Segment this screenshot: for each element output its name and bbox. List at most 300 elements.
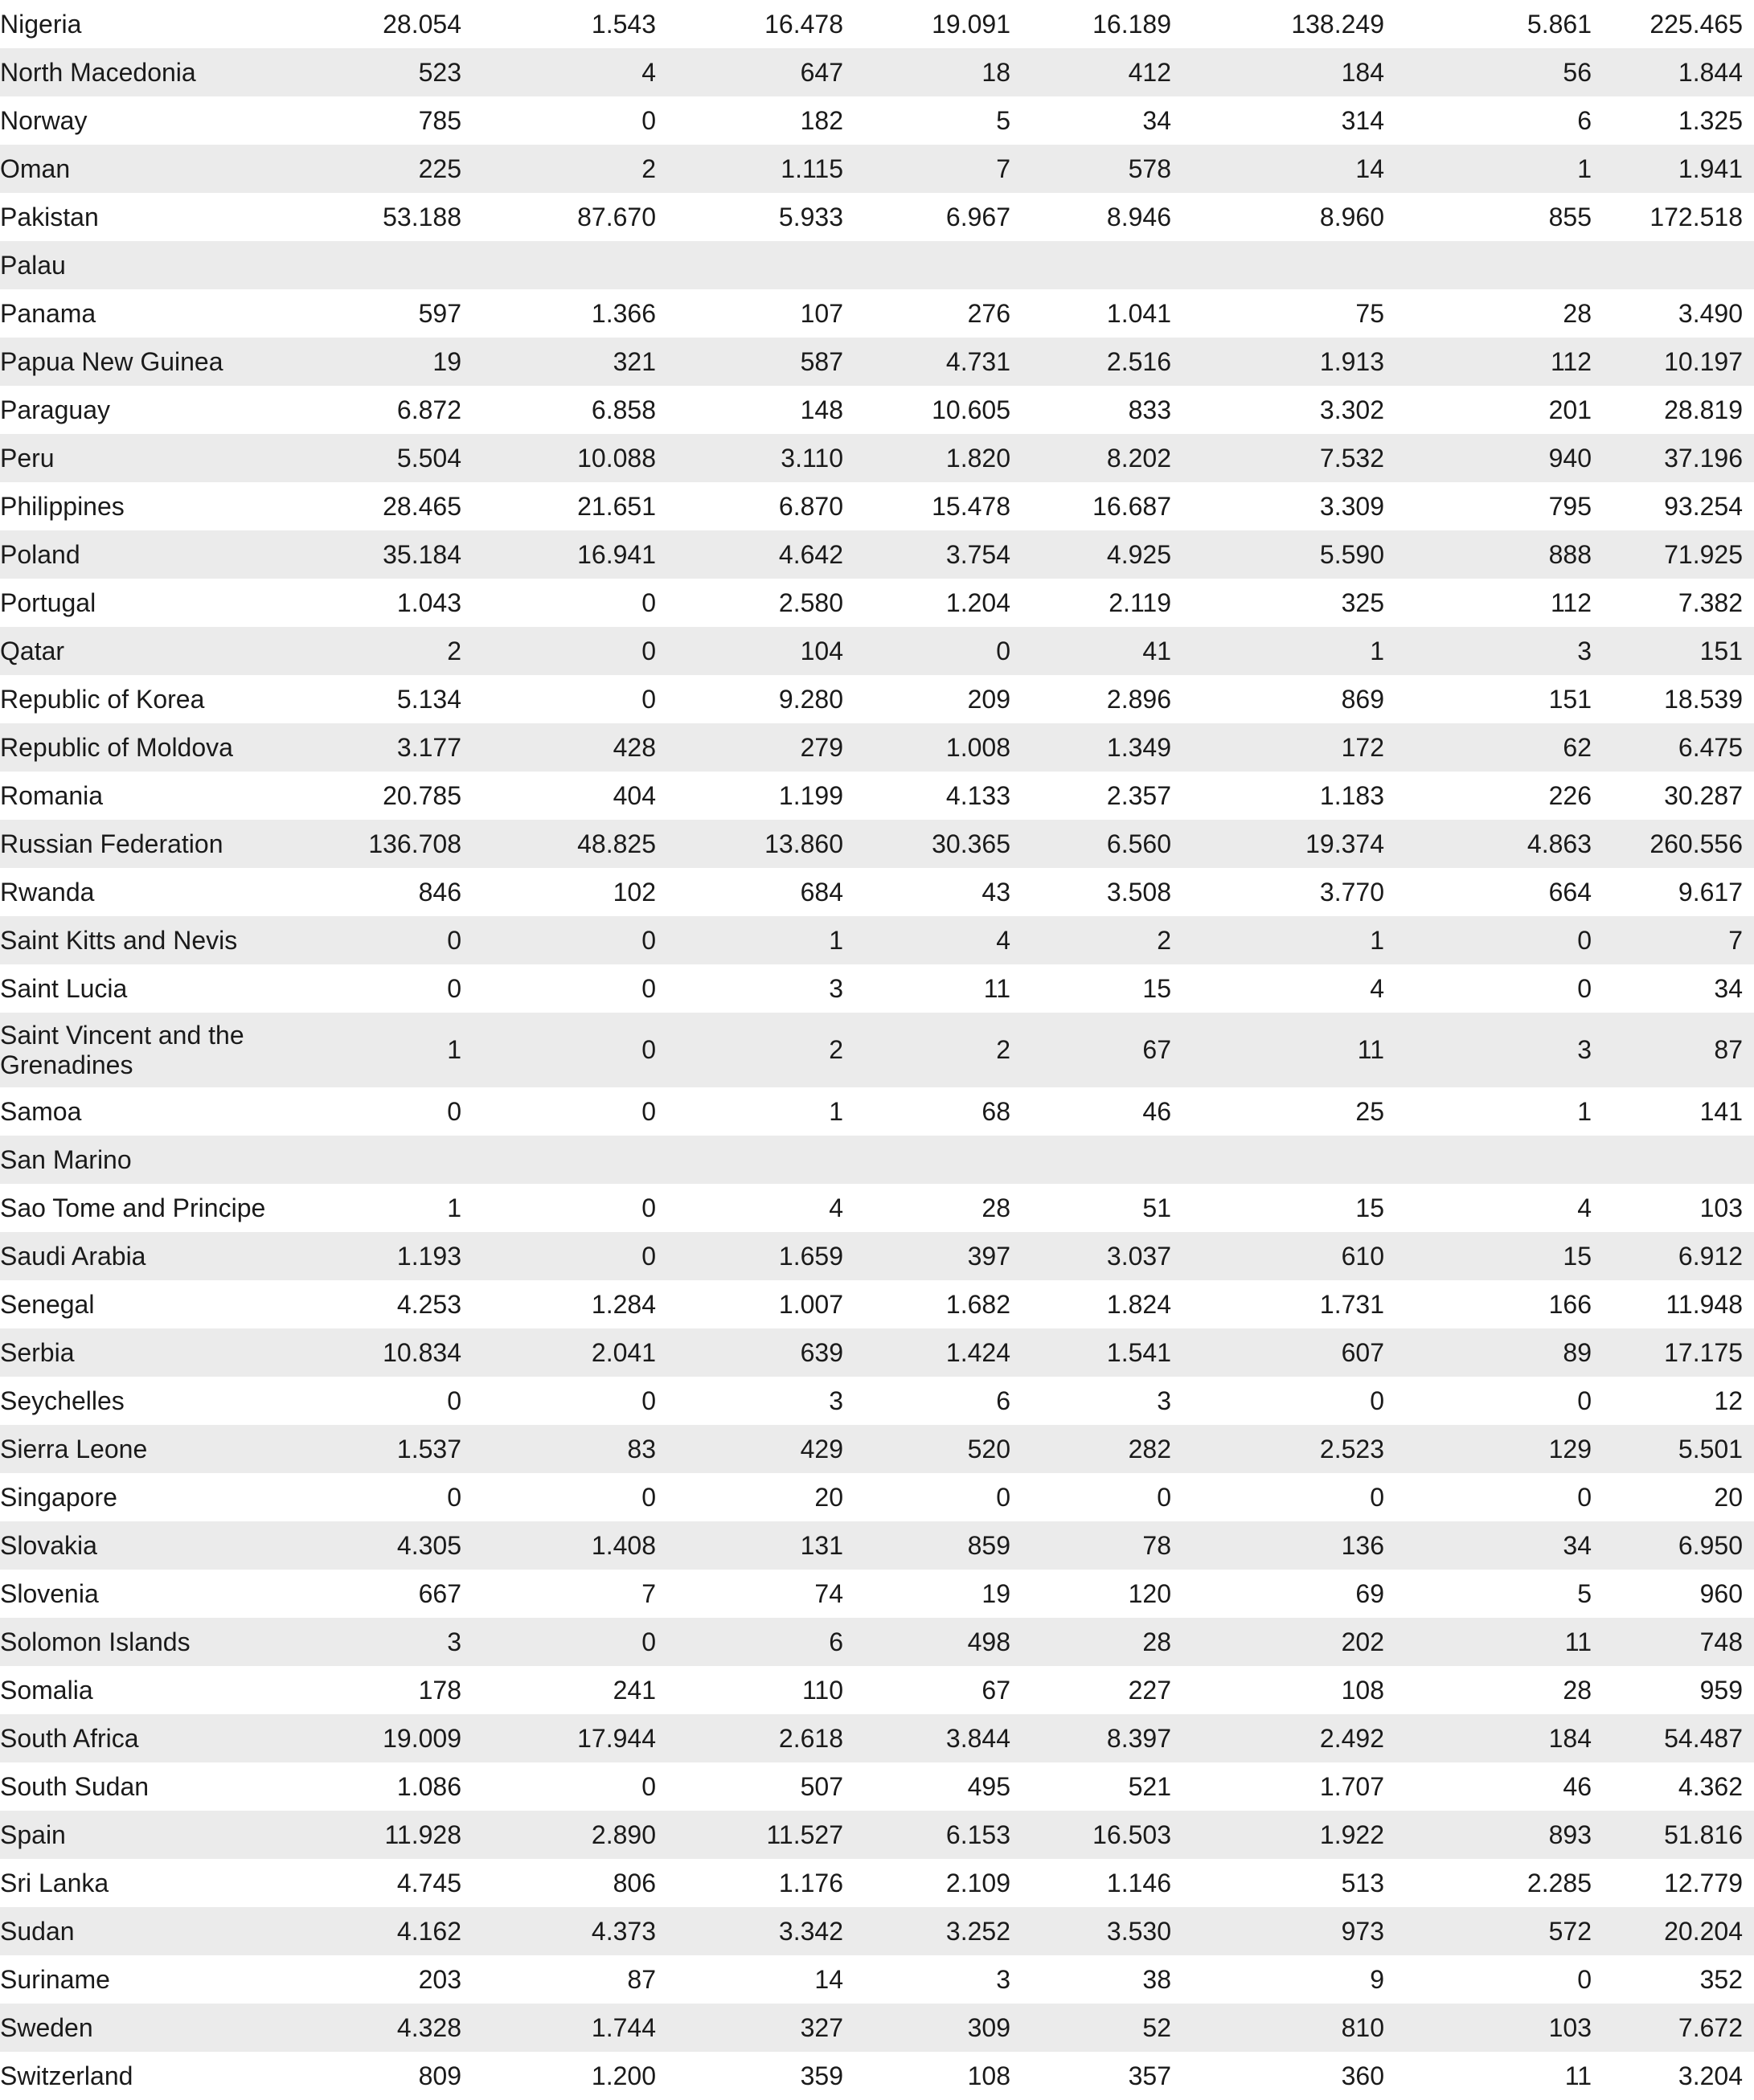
table-row bbox=[0, 1184, 1754, 1232]
value-cell: 1 bbox=[1171, 916, 1384, 964]
value-cell: 20 bbox=[814, 1482, 843, 1512]
value-cell: 6.870 bbox=[778, 491, 843, 521]
value-cell: 30.365 bbox=[843, 820, 1010, 868]
value-cell: 69 bbox=[1355, 1578, 1384, 1608]
country-name-cell: Sudan bbox=[0, 1907, 342, 1955]
country-name-cell: Switzerland bbox=[0, 2061, 133, 2090]
country-name-cell: Spain bbox=[0, 1811, 342, 1859]
table-row bbox=[0, 1136, 1754, 1184]
value-cell: 3.530 bbox=[1010, 1907, 1171, 1955]
value-cell: 3 bbox=[1384, 627, 1592, 675]
value-cell: 1 bbox=[1384, 145, 1592, 193]
value-cell: 28 bbox=[1563, 298, 1592, 328]
country-name-cell: Rwanda bbox=[0, 877, 95, 907]
value-cell: 15 bbox=[1355, 1193, 1384, 1222]
value-cell: 110 bbox=[801, 1675, 843, 1705]
value-cell: 0 bbox=[641, 105, 656, 135]
value-cell: 0 bbox=[1157, 1482, 1171, 1512]
value-cell: 9 bbox=[1370, 1964, 1384, 1994]
table-row bbox=[0, 1811, 1754, 1859]
value-cell: 3 bbox=[829, 973, 843, 1003]
value-cell: 18 bbox=[843, 48, 1010, 96]
table-row bbox=[0, 386, 1754, 434]
value-cell: 1.543 bbox=[591, 9, 656, 39]
value-cell: 6 bbox=[1577, 105, 1592, 135]
value-cell: 104 bbox=[656, 627, 843, 675]
value-cell: 3.302 bbox=[1319, 395, 1384, 424]
value-cell: 4 bbox=[829, 1193, 843, 1222]
value-cell: 3 bbox=[996, 1964, 1010, 1994]
country-name-cell: Serbia bbox=[0, 1328, 342, 1377]
value-cell: 4.162 bbox=[342, 1907, 461, 1955]
value-cell: 960 bbox=[1699, 1578, 1743, 1608]
value-cell: 6 bbox=[656, 1618, 843, 1666]
value-cell: 684 bbox=[800, 877, 843, 907]
value-cell: 108 bbox=[967, 2061, 1010, 2090]
value-cell: 7 bbox=[1592, 916, 1754, 964]
table-row bbox=[0, 2004, 1754, 2052]
value-cell: 203 bbox=[418, 1964, 461, 1994]
value-cell: 309 bbox=[843, 2004, 1010, 2052]
value-cell: 1.824 bbox=[1106, 1289, 1171, 1319]
country-name-cell: Norway bbox=[0, 105, 88, 135]
value-cell: 71.925 bbox=[1592, 530, 1754, 579]
value-cell: 1 bbox=[1171, 627, 1384, 675]
value-cell: 1.183 bbox=[1319, 780, 1384, 810]
value-cell: 0 bbox=[447, 1096, 461, 1126]
value-cell: 43 bbox=[982, 877, 1010, 907]
value-cell: 14 bbox=[814, 1964, 843, 1994]
value-cell: 1.941 bbox=[1592, 145, 1754, 193]
value-cell bbox=[1010, 1136, 1171, 1184]
value-cell: 3.342 bbox=[656, 1907, 843, 1955]
country-name-cell: Portugal bbox=[0, 587, 96, 617]
country-name-cell: San Marino bbox=[0, 1136, 342, 1184]
table-row bbox=[0, 1618, 1754, 1666]
value-cell: 597 bbox=[418, 298, 461, 328]
value-cell: 1 bbox=[829, 1096, 843, 1126]
value-cell: 2.516 bbox=[1010, 338, 1171, 386]
value-cell: 0 bbox=[1370, 1386, 1384, 1415]
value-cell: 3.490 bbox=[1678, 298, 1743, 328]
value-cell: 182 bbox=[800, 105, 843, 135]
value-cell: 4 bbox=[461, 48, 656, 96]
table-row bbox=[0, 772, 1754, 820]
value-cell: 6.153 bbox=[843, 1811, 1010, 1859]
table-row bbox=[0, 675, 1754, 723]
value-cell: 10.088 bbox=[461, 434, 656, 482]
value-cell: 3.508 bbox=[1106, 877, 1171, 907]
value-cell: 103 bbox=[1384, 2004, 1592, 2052]
table-row bbox=[0, 820, 1754, 868]
value-cell: 87.670 bbox=[577, 202, 656, 231]
value-cell: 3 bbox=[1384, 1013, 1592, 1087]
value-cell: 520 bbox=[843, 1425, 1010, 1473]
country-name-cell: Saudi Arabia bbox=[0, 1232, 342, 1280]
table-row bbox=[0, 530, 1754, 579]
value-cell: 1.043 bbox=[396, 587, 461, 617]
value-cell: 148 bbox=[800, 395, 843, 424]
value-cell: 523 bbox=[342, 48, 461, 96]
value-cell: 11.948 bbox=[1666, 1289, 1743, 1319]
country-name-cell: Samoa bbox=[0, 1096, 82, 1126]
value-cell: 404 bbox=[613, 780, 656, 810]
table-row bbox=[0, 482, 1754, 530]
value-cell: 0 bbox=[1577, 1386, 1592, 1415]
value-cell: 102 bbox=[613, 877, 656, 907]
value-cell: 0 bbox=[843, 627, 1010, 675]
value-cell: 1.008 bbox=[843, 723, 1010, 772]
value-cell: 34 bbox=[1384, 1521, 1592, 1570]
value-cell: 1.913 bbox=[1171, 338, 1384, 386]
value-cell: 74 bbox=[814, 1578, 843, 1608]
value-cell: 3 bbox=[1157, 1386, 1171, 1415]
value-cell: 0 bbox=[1577, 973, 1592, 1003]
value-cell: 2.523 bbox=[1171, 1425, 1384, 1473]
country-name-cell: Poland bbox=[0, 530, 342, 579]
country-name-cell: Republic of Moldova bbox=[0, 723, 342, 772]
value-cell: 89 bbox=[1384, 1328, 1592, 1377]
value-cell: 112 bbox=[1550, 587, 1592, 617]
value-cell: 19.374 bbox=[1171, 820, 1384, 868]
value-cell: 0 bbox=[461, 1013, 656, 1087]
value-cell: 107 bbox=[800, 298, 843, 328]
value-cell: 959 bbox=[1699, 1675, 1743, 1705]
value-cell: 28 bbox=[1563, 1675, 1592, 1705]
value-cell: 28 bbox=[982, 1193, 1010, 1222]
value-cell: 0 bbox=[1370, 1482, 1384, 1512]
value-cell: 0 bbox=[641, 1386, 656, 1415]
table-row bbox=[0, 1473, 1754, 1521]
value-cell: 5.504 bbox=[342, 434, 461, 482]
value-cell: 54.487 bbox=[1592, 1714, 1754, 1762]
value-cell: 0 bbox=[641, 1096, 656, 1126]
value-cell bbox=[1592, 241, 1754, 289]
table-row bbox=[0, 1762, 1754, 1811]
value-cell bbox=[656, 241, 843, 289]
value-cell: 0 bbox=[641, 1193, 656, 1222]
value-cell: 28.054 bbox=[383, 9, 461, 39]
value-cell: 172 bbox=[1171, 723, 1384, 772]
value-cell: 806 bbox=[613, 1868, 656, 1897]
value-cell: 46 bbox=[1142, 1096, 1171, 1126]
value-cell: 2.119 bbox=[1109, 587, 1171, 617]
value-cell: 1 bbox=[342, 1013, 461, 1087]
country-name-cell: Sweden bbox=[0, 2004, 342, 2052]
value-cell: 1.041 bbox=[1106, 298, 1171, 328]
value-cell: 112 bbox=[1384, 338, 1592, 386]
value-cell: 18.539 bbox=[1664, 684, 1743, 714]
value-cell: 103 bbox=[1699, 1193, 1743, 1222]
value-cell: 1.193 bbox=[342, 1232, 461, 1280]
value-cell: 5.861 bbox=[1527, 9, 1592, 39]
value-cell: 78 bbox=[1010, 1521, 1171, 1570]
value-cell: 3 bbox=[342, 1618, 461, 1666]
country-name-cell: Romania bbox=[0, 780, 104, 810]
value-cell: 0 bbox=[641, 1482, 656, 1512]
value-cell: 16.189 bbox=[1092, 9, 1171, 39]
value-cell: 325 bbox=[1341, 587, 1384, 617]
value-cell: 6.872 bbox=[396, 395, 461, 424]
value-cell: 41 bbox=[1010, 627, 1171, 675]
value-cell: 25 bbox=[1355, 1096, 1384, 1126]
value-cell: 572 bbox=[1384, 1907, 1592, 1955]
value-cell: 37.196 bbox=[1592, 434, 1754, 482]
value-cell: 6.475 bbox=[1592, 723, 1754, 772]
value-cell bbox=[1384, 241, 1592, 289]
value-cell: 1.731 bbox=[1319, 1289, 1384, 1319]
country-name-cell: Seychelles bbox=[0, 1386, 125, 1415]
value-cell: 607 bbox=[1171, 1328, 1384, 1377]
table-row bbox=[0, 723, 1754, 772]
value-cell bbox=[1384, 1136, 1592, 1184]
value-cell: 1.176 bbox=[778, 1868, 843, 1897]
value-cell: 108 bbox=[1341, 1675, 1384, 1705]
country-name-cell: South Sudan bbox=[0, 1771, 150, 1801]
value-cell: 9.617 bbox=[1678, 877, 1743, 907]
value-cell: 4 bbox=[843, 916, 1010, 964]
value-cell: 20 bbox=[1714, 1482, 1743, 1512]
value-cell: 19 bbox=[342, 338, 461, 386]
value-cell: 1.820 bbox=[843, 434, 1010, 482]
value-cell: 8.202 bbox=[1010, 434, 1171, 482]
value-cell: 6.950 bbox=[1592, 1521, 1754, 1570]
value-cell: 4.745 bbox=[396, 1868, 461, 1897]
value-cell: 357 bbox=[1128, 2061, 1171, 2090]
value-cell: 1 bbox=[447, 1193, 461, 1222]
value-cell: 184 bbox=[1384, 1714, 1592, 1762]
value-cell: 120 bbox=[1128, 1578, 1171, 1608]
value-cell: 314 bbox=[1341, 105, 1384, 135]
value-cell: 34 bbox=[1142, 105, 1171, 135]
table-row bbox=[0, 1013, 1754, 1087]
value-cell: 412 bbox=[1010, 48, 1171, 96]
value-cell: 13.860 bbox=[656, 820, 843, 868]
value-cell: 352 bbox=[1699, 1964, 1743, 1994]
value-cell: 68 bbox=[982, 1096, 1010, 1126]
value-cell: 17.175 bbox=[1592, 1328, 1754, 1377]
value-cell: 35.184 bbox=[342, 530, 461, 579]
value-cell: 5.134 bbox=[396, 684, 461, 714]
value-cell: 227 bbox=[1128, 1675, 1171, 1705]
value-cell: 0 bbox=[447, 1482, 461, 1512]
value-cell: 11.928 bbox=[342, 1811, 461, 1859]
value-cell: 2.580 bbox=[778, 587, 843, 617]
value-cell bbox=[461, 1136, 656, 1184]
country-name-cell: Slovenia bbox=[0, 1578, 99, 1608]
value-cell: 6.858 bbox=[591, 395, 656, 424]
value-cell: 48.825 bbox=[461, 820, 656, 868]
table-row bbox=[0, 48, 1754, 96]
value-cell: 28.465 bbox=[383, 491, 461, 521]
value-cell: 136.708 bbox=[342, 820, 461, 868]
value-cell: 282 bbox=[1010, 1425, 1171, 1473]
country-name-cell: Slovakia bbox=[0, 1521, 342, 1570]
value-cell: 7 bbox=[641, 1578, 656, 1608]
table-row bbox=[0, 868, 1754, 916]
value-cell bbox=[1592, 1136, 1754, 1184]
table-row bbox=[0, 1666, 1754, 1714]
value-cell: 4.133 bbox=[945, 780, 1010, 810]
value-cell: 4.863 bbox=[1384, 820, 1592, 868]
value-cell: 28 bbox=[1010, 1618, 1171, 1666]
value-cell: 279 bbox=[656, 723, 843, 772]
country-name-cell: Sao Tome and Principe bbox=[0, 1193, 266, 1222]
value-cell: 16.687 bbox=[1092, 491, 1171, 521]
value-cell: 0 bbox=[1384, 916, 1592, 964]
value-cell: 209 bbox=[967, 684, 1010, 714]
value-cell: 748 bbox=[1592, 1618, 1754, 1666]
value-cell: 131 bbox=[656, 1521, 843, 1570]
country-name-cell: Senegal bbox=[0, 1289, 95, 1319]
value-cell: 667 bbox=[418, 1578, 461, 1608]
value-cell: 795 bbox=[1548, 491, 1592, 521]
value-cell: 4.925 bbox=[1010, 530, 1171, 579]
value-cell: 19.091 bbox=[932, 9, 1010, 39]
value-cell: 521 bbox=[1128, 1771, 1171, 1801]
value-cell bbox=[1010, 241, 1171, 289]
value-cell: 276 bbox=[967, 298, 1010, 328]
value-cell: 1.424 bbox=[843, 1328, 1010, 1377]
value-cell: 1.115 bbox=[656, 145, 843, 193]
value-cell: 5.590 bbox=[1171, 530, 1384, 579]
value-cell: 53.188 bbox=[383, 202, 461, 231]
value-cell: 1.408 bbox=[461, 1521, 656, 1570]
value-cell: 1.199 bbox=[778, 780, 843, 810]
value-cell: 11.527 bbox=[656, 1811, 843, 1859]
value-cell: 513 bbox=[1341, 1868, 1384, 1897]
value-cell: 2.890 bbox=[461, 1811, 656, 1859]
value-cell: 14 bbox=[1171, 145, 1384, 193]
country-name-cell: Suriname bbox=[0, 1964, 110, 1994]
country-name-cell: Pakistan bbox=[0, 202, 99, 231]
value-cell: 3.037 bbox=[1010, 1232, 1171, 1280]
value-cell: 2 bbox=[342, 627, 461, 675]
value-cell: 4.373 bbox=[461, 1907, 656, 1955]
country-name-cell: Paraguay bbox=[0, 395, 110, 424]
value-cell: 855 bbox=[1548, 202, 1592, 231]
value-cell bbox=[843, 1136, 1010, 1184]
value-cell bbox=[656, 1136, 843, 1184]
country-name-cell: Saint Lucia bbox=[0, 973, 128, 1003]
value-cell: 75 bbox=[1355, 298, 1384, 328]
value-cell: 578 bbox=[1010, 145, 1171, 193]
country-name-cell: Peru bbox=[0, 434, 342, 482]
value-cell: 8.946 bbox=[1106, 202, 1171, 231]
value-cell: 56 bbox=[1384, 48, 1592, 96]
value-cell: 172.518 bbox=[1649, 202, 1743, 231]
value-cell: 1 bbox=[1577, 1096, 1592, 1126]
value-cell: 2.109 bbox=[945, 1868, 1010, 1897]
value-cell: 1.284 bbox=[591, 1289, 656, 1319]
country-name-cell: Sri Lanka bbox=[0, 1868, 109, 1897]
value-cell: 893 bbox=[1384, 1811, 1592, 1859]
value-cell: 30.287 bbox=[1664, 780, 1743, 810]
value-cell: 151 bbox=[1592, 627, 1754, 675]
value-cell: 1.922 bbox=[1171, 1811, 1384, 1859]
value-cell: 129 bbox=[1384, 1425, 1592, 1473]
table-row bbox=[0, 338, 1754, 386]
value-cell: 4.642 bbox=[656, 530, 843, 579]
value-cell: 4.305 bbox=[342, 1521, 461, 1570]
table-row bbox=[0, 1232, 1754, 1280]
value-cell: 1.541 bbox=[1010, 1328, 1171, 1377]
value-cell bbox=[1171, 1136, 1384, 1184]
value-cell: 3 bbox=[829, 1386, 843, 1415]
table-row bbox=[0, 145, 1754, 193]
value-cell: 5 bbox=[996, 105, 1010, 135]
table-row bbox=[0, 916, 1754, 964]
table-row bbox=[0, 1521, 1754, 1570]
value-cell bbox=[843, 241, 1010, 289]
table-row bbox=[0, 289, 1754, 338]
value-cell: 4 bbox=[1577, 1193, 1592, 1222]
value-cell: 0 bbox=[461, 1232, 656, 1280]
value-cell: 4.328 bbox=[342, 2004, 461, 2052]
value-cell: 0 bbox=[447, 973, 461, 1003]
table-row bbox=[0, 1859, 1754, 1907]
value-cell: 0 bbox=[461, 627, 656, 675]
value-cell: 397 bbox=[843, 1232, 1010, 1280]
country-name-cell: Saint Kitts and Nevis bbox=[0, 916, 342, 964]
table-row bbox=[0, 1955, 1754, 2004]
value-cell: 17.944 bbox=[461, 1714, 656, 1762]
value-cell: 2 bbox=[656, 1013, 843, 1087]
value-cell: 5.501 bbox=[1592, 1425, 1754, 1473]
table-row bbox=[0, 579, 1754, 627]
table-row bbox=[0, 1280, 1754, 1328]
value-cell: 0 bbox=[641, 973, 656, 1003]
table-row bbox=[0, 1377, 1754, 1425]
value-cell: 184 bbox=[1171, 48, 1384, 96]
value-cell: 225 bbox=[342, 145, 461, 193]
value-cell: 2 bbox=[461, 145, 656, 193]
country-name-cell: Oman bbox=[0, 145, 342, 193]
country-name-cell: Qatar bbox=[0, 627, 342, 675]
value-cell: 21.651 bbox=[577, 491, 656, 521]
country-name-cell: Solomon Islands bbox=[0, 1618, 342, 1666]
value-cell: 87 bbox=[1592, 1013, 1754, 1087]
value-cell: 241 bbox=[613, 1675, 656, 1705]
value-cell: 1.200 bbox=[591, 2061, 656, 2090]
value-cell: 498 bbox=[843, 1618, 1010, 1666]
value-cell: 67 bbox=[982, 1675, 1010, 1705]
value-cell: 587 bbox=[656, 338, 843, 386]
value-cell: 3.844 bbox=[843, 1714, 1010, 1762]
value-cell: 38 bbox=[1142, 1964, 1171, 1994]
value-cell: 7.532 bbox=[1171, 434, 1384, 482]
country-name-cell: Papua New Guinea bbox=[0, 338, 342, 386]
value-cell: 12 bbox=[1714, 1386, 1743, 1415]
value-cell: 83 bbox=[461, 1425, 656, 1473]
value-cell: 4.731 bbox=[843, 338, 1010, 386]
value-cell: 1.659 bbox=[656, 1232, 843, 1280]
value-cell: 20.785 bbox=[383, 780, 461, 810]
value-cell: 2.618 bbox=[656, 1714, 843, 1762]
table-row bbox=[0, 434, 1754, 482]
value-cell: 19.009 bbox=[342, 1714, 461, 1762]
value-cell: 3.177 bbox=[342, 723, 461, 772]
value-cell: 647 bbox=[656, 48, 843, 96]
table-row bbox=[0, 1570, 1754, 1618]
value-cell: 201 bbox=[1548, 395, 1592, 424]
value-cell: 136 bbox=[1171, 1521, 1384, 1570]
value-cell: 4.362 bbox=[1678, 1771, 1743, 1801]
value-cell: 639 bbox=[656, 1328, 843, 1377]
value-cell: 12.779 bbox=[1664, 1868, 1743, 1897]
value-cell: 6.560 bbox=[1010, 820, 1171, 868]
value-cell: 0 bbox=[447, 1386, 461, 1415]
